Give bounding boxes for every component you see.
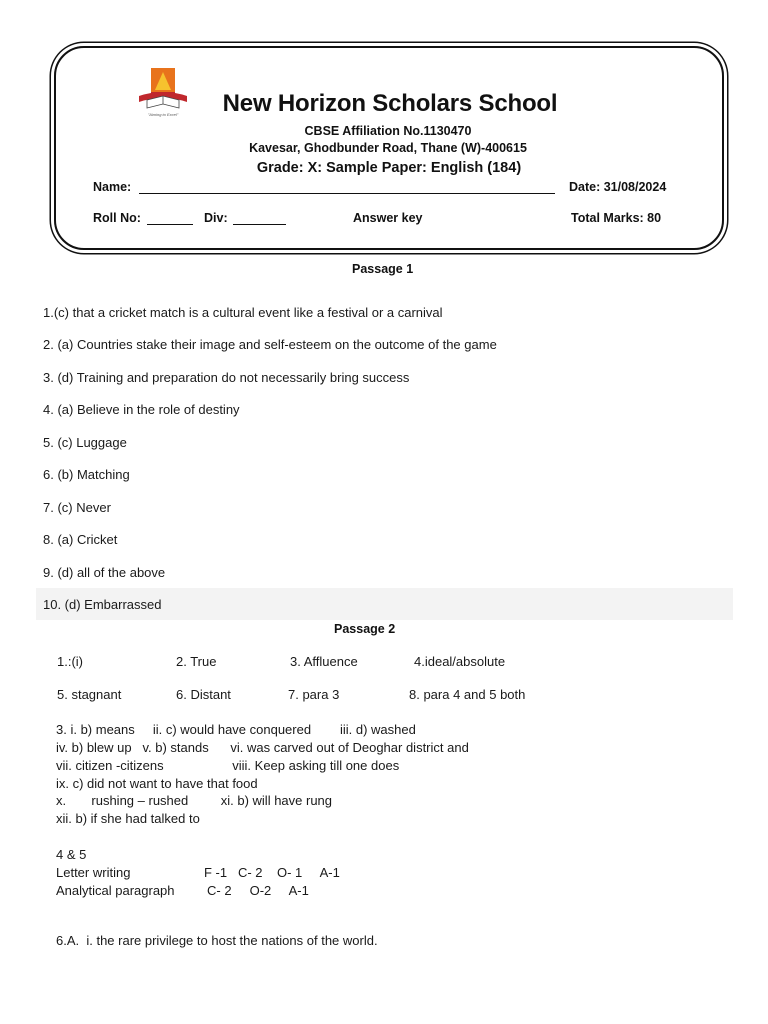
answer-item: 9. (d) all of the above [43,565,166,580]
analytical-paragraph-label: Analytical paragraph [56,883,175,898]
answer-item: 3. Affluence [290,654,358,669]
school-name: New Horizon Scholars School [222,90,558,117]
roll-no-label: Roll No: [93,211,141,225]
grammar-line: xii. b) if she had talked to [56,811,200,826]
roll-no-underline [147,224,193,225]
answer-item: 6. (b) Matching [43,467,130,482]
grade-line: Grade: X: Sample Paper: English (184) [256,160,522,176]
logo-motto: "Aiming to Excel" [147,112,179,117]
q6-answer: 6.A. i. the rare privilege to host the nations of the world. [56,933,378,948]
letter-writing-label: Letter writing [56,865,131,880]
answer-item: 8. para 4 and 5 both [409,687,526,702]
writing-heading: 4 & 5 [56,847,87,862]
school-logo-icon [137,66,189,114]
date-label: Date: 31/08/2024 [569,180,667,194]
div-underline [233,224,286,225]
school-address: Kavesar, Ghodbunder Road, Thane (W)-400615 [249,141,527,155]
answer-item: 2. (a) Countries stake their image and self-esteem on the outcome of the game [43,337,497,352]
affiliation: CBSE Affiliation No.1130470 [304,124,472,138]
answer-item: 10. (d) Embarrassed [43,597,162,612]
answer-item: 1.(c) that a cricket match is a cultural event like a festival or a carnival [43,305,443,320]
letter-writing-marks: F -1 C- 2 O- 1 A-1 [204,865,340,880]
answer-item: 1.:(i) [57,654,83,669]
answer-item: 5. (c) Luggage [43,435,127,450]
grammar-line: 3. i. b) means ii. c) would have conquered iii. d) washed [56,722,416,737]
answer-item: 2. True [176,654,217,669]
grammar-line: vii. citizen -citizens viii. Keep asking till one does [56,758,400,773]
answer-item: 7. (c) Never [43,500,111,515]
total-marks-label: Total Marks: 80 [571,211,662,225]
div-label: Div: [204,211,228,225]
passage-2-title: Passage 2 [334,622,396,636]
name-underline [139,193,555,194]
answer-item: 7. para 3 [288,687,340,702]
answer-item: 5. stagnant [57,687,122,702]
answer-item: 3. (d) Training and preparation do not necessarily bring success [43,370,410,385]
answer-item: 8. (a) Cricket [43,532,118,547]
grammar-line: x. rushing – rushed xi. b) will have rung [56,793,333,808]
grammar-line: ix. c) did not want to have that food [56,776,258,791]
name-label: Name: [93,180,132,194]
answer-item: 4. (a) Believe in the role of destiny [43,402,240,417]
passage-1-title: Passage 1 [352,262,414,276]
answer-key-label: Answer key [353,211,423,225]
analytical-paragraph-marks: C- 2 O-2 A-1 [207,883,309,898]
grammar-line: iv. b) blew up v. b) stands vi. was carved out of Deoghar district and [56,740,469,755]
answer-item: 6. Distant [176,687,231,702]
answer-item: 4.ideal/absolute [414,654,506,669]
